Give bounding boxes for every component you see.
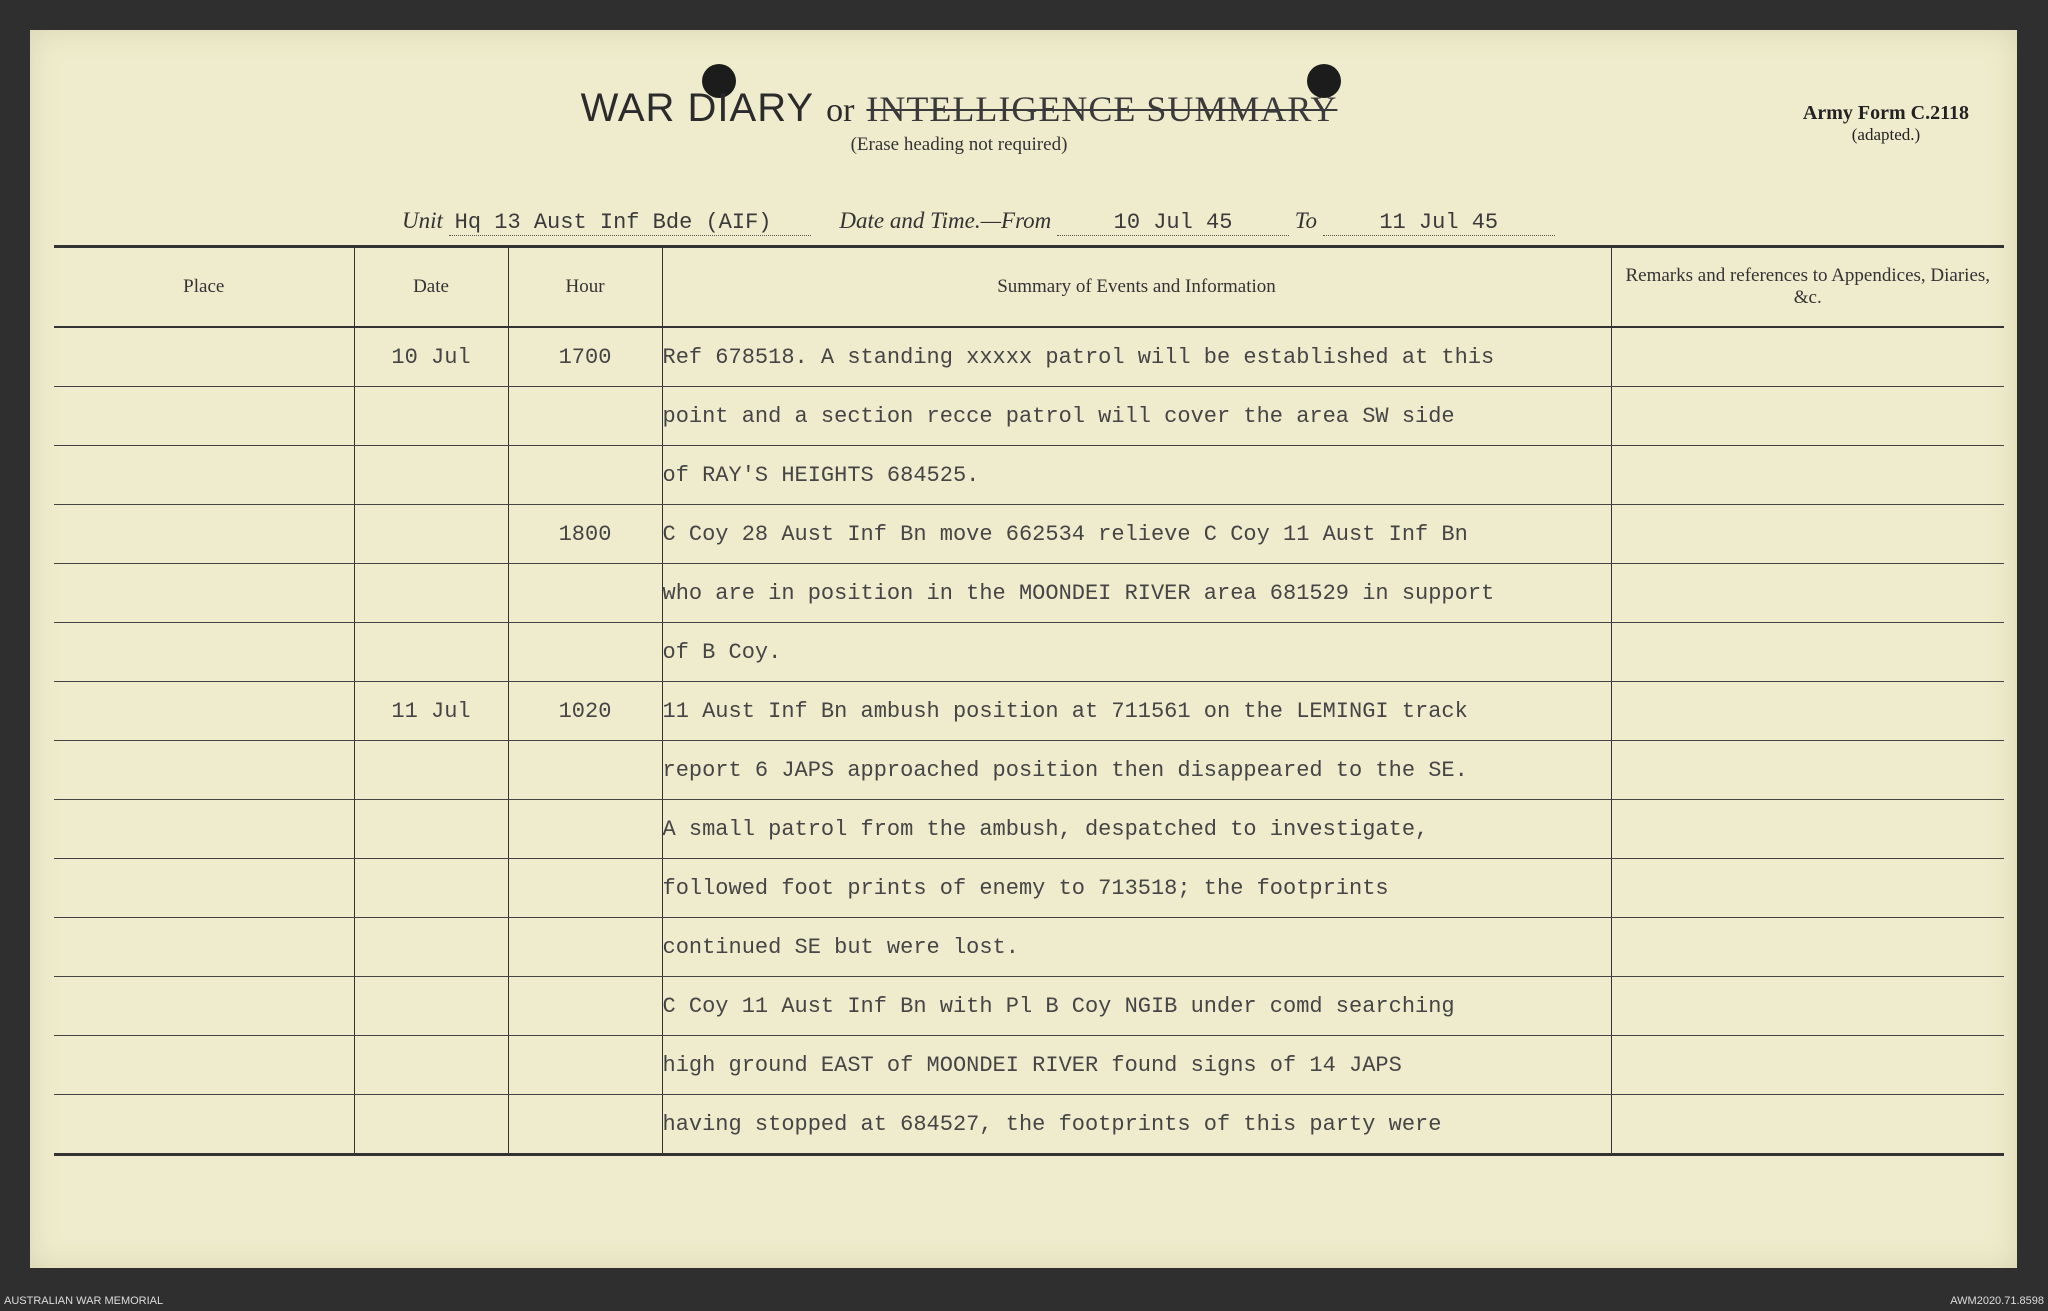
table-row [54,1095,2004,1155]
unit-label: Unit [402,208,443,233]
table-row [54,859,2004,918]
table-row [54,1036,2004,1095]
cell-summary: of B Coy. [662,623,1611,682]
table-row [54,564,2004,623]
cell-place [54,1036,354,1095]
title-intelligence-summary-struck: INTELLIGENCE SUMMARY [866,89,1338,129]
punch-hole [1307,64,1341,98]
cell-summary: who are in position in the MOONDEI RIVER area 681529 in support [662,564,1611,623]
cell-date [354,918,508,977]
header-hour: Hour [508,247,662,328]
cell-date [354,564,508,623]
cell-remarks [1611,564,2004,623]
cell-summary: C Coy 11 Aust Inf Bn with Pl B Coy NGIB under comd searching [662,977,1611,1036]
header-summary: Summary of Events and Information [662,247,1611,328]
cell-date: 10 Jul [354,327,508,387]
cell-remarks [1611,1036,2004,1095]
date-label: Date and Time.—From [839,208,1052,233]
cell-place [54,800,354,859]
table-row [54,682,2004,741]
cell-hour: 1800 [508,505,662,564]
header-place: Place [54,247,354,328]
cell-remarks [1611,741,2004,800]
cell-hour [508,977,662,1036]
cell-hour [508,1095,662,1155]
cell-date [354,505,508,564]
cell-remarks [1611,446,2004,505]
diary-table [54,245,2004,1156]
cell-date [354,1036,508,1095]
cell-date [354,977,508,1036]
cell-hour [508,564,662,623]
table-row [54,977,2004,1036]
cell-hour [508,1036,662,1095]
title-or: or [826,92,855,129]
cell-remarks [1611,387,2004,446]
cell-date [354,387,508,446]
cell-place [54,741,354,800]
unit-line [402,208,1555,236]
table-row [54,918,2004,977]
cell-remarks [1611,682,2004,741]
from-value: 10 Jul 45 [1057,210,1289,236]
table-row [54,741,2004,800]
cell-summary: having stopped at 684527, the footprints of this party were [662,1095,1611,1155]
table-row [54,623,2004,682]
cell-date [354,623,508,682]
cell-place [54,859,354,918]
header-date: Date [354,247,508,328]
table-row [54,505,2004,564]
cell-remarks [1611,1095,2004,1155]
cell-hour [508,918,662,977]
cell-remarks [1611,327,2004,387]
cell-remarks [1611,800,2004,859]
cell-remarks [1611,505,2004,564]
cell-summary: followed foot prints of enemy to 713518; the footprints [662,859,1611,918]
cell-hour [508,623,662,682]
cell-hour: 1700 [508,327,662,387]
erase-note: (Erase heading not required) [850,134,1068,155]
to-label: To [1294,208,1317,233]
footer-source: AUSTRALIAN WAR MEMORIAL [4,1295,164,1307]
cell-hour [508,800,662,859]
cell-summary: high ground EAST of MOONDEI RIVER found signs of 14 JAPS [662,1036,1611,1095]
cell-date: 11 Jul [354,682,508,741]
cell-date [354,446,508,505]
cell-summary: C Coy 28 Aust Inf Bn move 662534 relieve C Coy 11 Aust Inf Bn [662,505,1611,564]
cell-place [54,564,354,623]
header-remarks: Remarks and references to Appendices, Diaries, &c. [1611,247,2004,328]
cell-place [54,505,354,564]
cell-place [54,977,354,1036]
cell-remarks [1611,918,2004,977]
punch-hole [702,64,736,98]
diary-body [54,327,2004,1155]
cell-place [54,1095,354,1155]
unit-value: Hq 13 Aust Inf Bde (AIF) [449,210,811,236]
cell-date [354,859,508,918]
cell-summary: A small patrol from the ambush, despatched to investigate, [662,800,1611,859]
table-row [54,327,2004,387]
cell-summary: report 6 JAPS approached position then disappeared to the SE. [662,741,1611,800]
cell-summary: 11 Aust Inf Bn ambush position at 711561 on the LEMINGI track [662,682,1611,741]
cell-place [54,682,354,741]
army-form-number: Army Form C.2118 [1802,102,1969,124]
cell-place [54,623,354,682]
cell-place [54,446,354,505]
cell-summary: of RAY'S HEIGHTS 684525. [662,446,1611,505]
cell-remarks [1611,859,2004,918]
cell-place [54,387,354,446]
cell-remarks [1611,623,2004,682]
table-row [54,387,2004,446]
cell-summary: point and a section recce patrol will cover the area SW side [662,387,1611,446]
to-value: 11 Jul 45 [1323,210,1555,236]
cell-hour [508,387,662,446]
cell-place [54,327,354,387]
cell-hour [508,859,662,918]
cell-date [354,741,508,800]
table-row [54,800,2004,859]
cell-date [354,800,508,859]
diary-page [30,30,2017,1268]
cell-remarks [1611,977,2004,1036]
cell-summary: Ref 678518. A standing xxxxx patrol will be established at this [662,327,1611,387]
cell-date [354,1095,508,1155]
cell-place [54,918,354,977]
footer-id: AWM2020.71.8598 [1950,1295,2044,1307]
cell-summary: continued SE but were lost. [662,918,1611,977]
table-row [54,446,2004,505]
army-form-adapted: (adapted.) [1851,125,1921,144]
title-war-diary: WAR DIARY [580,86,815,130]
cell-hour [508,741,662,800]
table-header-row [54,247,2004,328]
cell-hour: 1020 [508,682,662,741]
cell-hour [508,446,662,505]
